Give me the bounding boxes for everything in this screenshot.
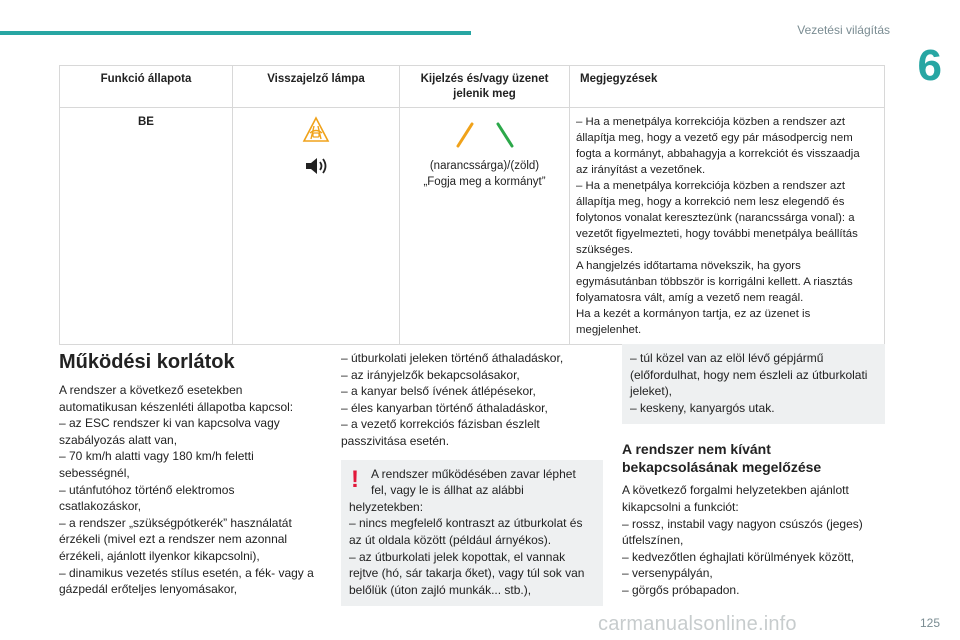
limits-column-3 — [622, 344, 885, 599]
continued-warning-box — [622, 344, 885, 424]
text-line: érzékeli (mivel ezt a rendszer nem azonnal — [59, 532, 288, 547]
exclamation-warning-icon: ! — [351, 465, 359, 493]
note-line: A hangjelzés időtartama növekszik, ha gyors — [576, 260, 801, 272]
message-text: „Fogja meg a kormányt” — [423, 176, 546, 188]
notes-cell — [570, 108, 885, 345]
text-line: (előfordulhat, hogy nem észleli az útburkolati — [630, 367, 868, 382]
text-line: fel, vagy le is állhat az alábbi — [371, 483, 524, 498]
limits-column-1 — [59, 350, 321, 598]
text-line: A rendszer működésében zavar léphet — [371, 466, 576, 481]
text-line: – rossz, instabil vagy nagyon csúszós (jeges) — [622, 516, 863, 531]
text-line: – az útburkolati jelek kopottak, el vannak — [349, 549, 566, 564]
table-row — [60, 108, 885, 345]
text-line: – dinamikus vezetés stílus esetén, a fék- vagy a — [59, 565, 314, 580]
page-number: 125 — [919, 616, 940, 630]
message-color-note: (narancssárga)/(zöld) — [429, 160, 540, 172]
section-title: Működési korlátok — [59, 351, 235, 373]
lane-lines-icon — [406, 120, 563, 150]
text-line: az út oldala között (például árnyékos). — [349, 532, 552, 547]
text-line: – keskeny, kanyargós utak. — [630, 400, 775, 415]
sound-alert-icon — [239, 155, 393, 182]
note-line: fogta a kormányt, abbahagyja a korrekciót és visszaadja — [576, 148, 860, 160]
note-line: megjelenhet. — [576, 324, 642, 336]
subsection-title-line: A rendszer nem kívánt — [622, 441, 771, 458]
table-header: Funkció állapota — [60, 66, 233, 108]
chapter-number: 6 — [917, 41, 942, 90]
note-line: folytonos vonalat keresztezünk (narancssárga vonal): a — [576, 212, 855, 224]
note-line: – Ha a menetpálya korrekciója közben a rendszer azt — [576, 116, 846, 128]
text-line: jeleket), — [630, 384, 673, 399]
text-line: útfelszínen, — [622, 533, 684, 548]
text-line: – a rendszer „szükségpótkerék” használatát — [59, 515, 292, 530]
note-line: folyamatosra vált, amíg a vezető nem reagál. — [576, 292, 804, 304]
text-line: – utánfutóhoz történő elektromos — [59, 482, 235, 497]
subsection-title-line: bekapcsolásának megelőzése — [622, 459, 822, 476]
text-line: – görgős próbapadon. — [622, 582, 740, 597]
warning-lamp-cell — [233, 108, 400, 345]
table-header-row — [60, 66, 885, 108]
text-line: – az ESC rendszer ki van kapcsolva vagy — [59, 416, 280, 431]
table-header: Megjegyzések — [570, 66, 885, 108]
note-line: szükséges. — [576, 244, 633, 256]
function-status-table — [59, 65, 885, 345]
limits-column-2 — [341, 350, 603, 606]
text-line: kikapcsolni a funkciót: — [622, 499, 739, 514]
note-line: Ha a kezét a kormányon tartja, ez az üzenet is — [576, 308, 811, 320]
note-line: vezetőt figyelmezteti, hogy további menetpálya beállítás — [576, 228, 858, 240]
text-line: – versenypályán, — [622, 566, 713, 581]
warning-box — [341, 460, 603, 607]
text-line: – nincs megfelelő kontraszt az útburkolat és — [349, 516, 583, 531]
text-line: passzivitása esetén. — [341, 433, 450, 448]
text-line: rejtve (hó, sár takarja őket), vagy túl sok van — [349, 566, 585, 581]
text-line: automatikusan készenléti állapotba kapcsol: — [59, 399, 294, 414]
table-header: Visszajelző lámpa — [233, 66, 400, 108]
text-line: szabályozás alatt van, — [59, 432, 178, 447]
note-line: az irányítást a vezetőnek. — [576, 164, 706, 176]
text-line: érzékeli, ajánlott ilyenkor kikapcsolni), — [59, 548, 260, 563]
note-line: – Ha a menetpálya korrekciója közben a rendszer azt — [576, 180, 846, 192]
text-line: csatlakozáskor, — [59, 499, 142, 514]
text-line: belőlük (úton zajló munkák... stb.), — [349, 582, 532, 597]
text-line: – túl közel van az elöl lévő gépjármű — [630, 351, 824, 365]
header-accent-bar — [0, 31, 471, 35]
lane-assist-warning-icon — [239, 116, 393, 149]
text-line: – kedvezőtlen éghajlati körülmények között, — [622, 549, 855, 564]
note-line: állapítja meg, hogy a korrekció nem lesz elegendő és — [576, 196, 845, 208]
function-state-cell: BE — [60, 108, 233, 345]
note-line: állapítja meg, hogy a vezető egy pár másodpercig nem — [576, 132, 853, 144]
table-header: Kijelzés és/vagy üzenet jelenik meg — [400, 66, 570, 108]
display-message-cell — [400, 108, 570, 345]
text-line: – útburkolati jeleken történő áthaladáskor, — [341, 351, 564, 365]
subsection-title — [622, 440, 885, 476]
text-line: – a vezető korrekciós fázisban észlelt — [341, 417, 540, 432]
text-line: – 70 km/h alatti vagy 180 km/h feletti — [59, 449, 254, 464]
text-line: – az irányjelzők bekapcsolásakor, — [341, 367, 520, 382]
chapter-title: Vezetési világítás — [797, 23, 890, 37]
text-line: – éles kanyarban történő áthaladáskor, — [341, 400, 548, 415]
text-line: gázpedál erőteljes lenyomásakor, — [59, 582, 238, 597]
text-line: A következő forgalmi helyzetekben ajánlott — [622, 483, 849, 498]
text-line: sebességnél, — [59, 465, 130, 480]
text-line: A rendszer a következő esetekben — [59, 383, 243, 397]
text-line: helyzetekben: — [349, 499, 424, 514]
watermark: carmanualsonline.info — [598, 613, 797, 635]
note-line: egymásutánban többször is korrigálni kellett. A riasztás — [576, 276, 853, 288]
text-line: – a kanyar belső ívének átlépésekor, — [341, 384, 536, 399]
